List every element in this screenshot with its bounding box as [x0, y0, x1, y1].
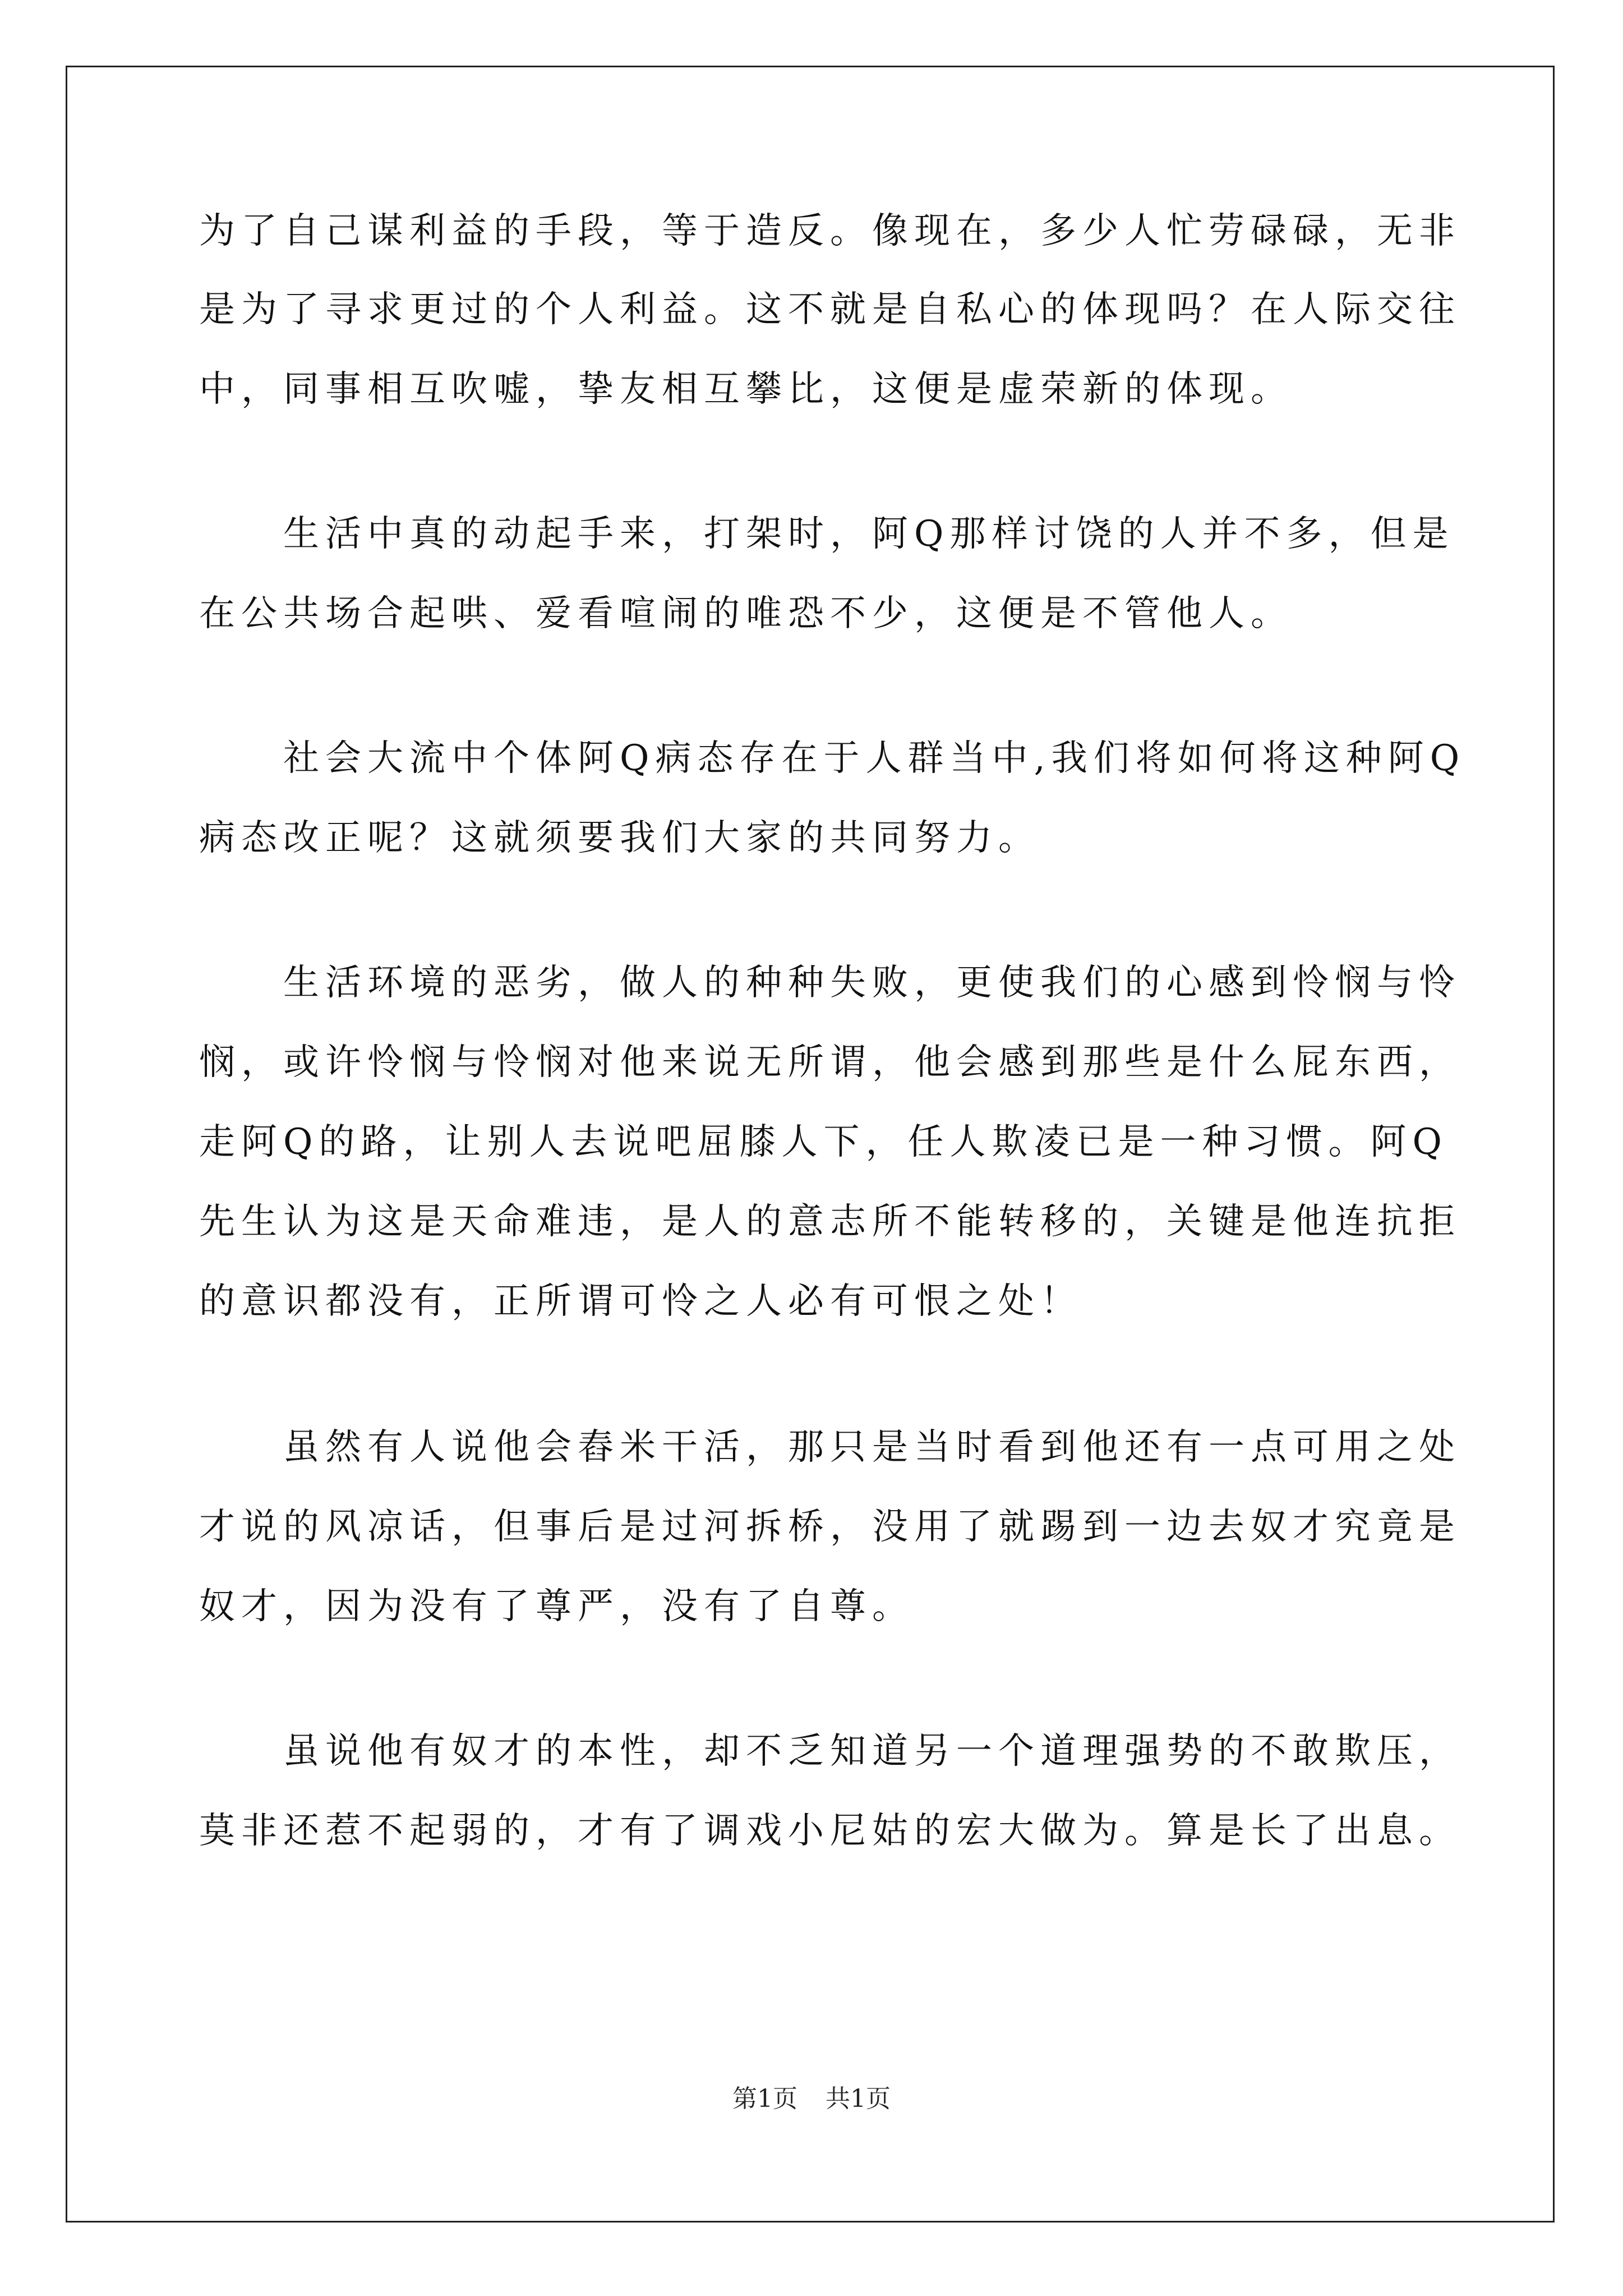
text-line: 先生认为这是天命难违，是人的意志所不能转移的，关键是他连抗拒 — [199, 1201, 1461, 1243]
paragraph-first-line: 生活中真的动起手来，打架时，阿Q那样讨饶的人并不多，但是 — [283, 513, 1455, 555]
text-line: 是为了寻求更过的个人利益。这不就是自私心的体现吗？在人际交往 — [199, 289, 1461, 330]
paragraph-first-line: 虽然有人说他会舂米干活，那只是当时看到他还有一点可用之处 — [283, 1427, 1461, 1468]
text-line: 走阿Q的路，让别人去说吧屈膝人下，任人欺凌已是一种习惯。阿Q — [199, 1121, 1448, 1163]
text-line: 为了自己谋利益的手段，等于造反。像现在，多少人忙劳碌碌，无非 — [199, 210, 1461, 252]
page-number: 第1页 — [732, 2085, 797, 2113]
page-total: 共1页 — [826, 2085, 891, 2113]
text-line: 奴才，因为没有了尊严，没有了自尊。 — [199, 1586, 914, 1627]
paragraph-first-line: 生活环境的恶劣，做人的种种失败，更使我们的心感到怜悯与怜 — [283, 962, 1461, 1004]
text-line: 的意识都没有，正所谓可怜之人必有可恨之处！ — [199, 1281, 1082, 1322]
text-line: 悯，或许怜悯与怜悯对他来说无所谓，他会感到那些是什么屁东西， — [199, 1042, 1461, 1083]
paragraph-first-line: 社会大流中个体阿Q病态存在于人群当中,我们将如何将这种阿Q — [283, 738, 1466, 779]
text-line: 才说的风凉话，但事后是过河拆桥，没用了就踢到一边去奴才究竟是 — [199, 1506, 1461, 1548]
page-footer — [0, 2087, 1623, 2111]
text-line: 在公共场合起哄、爱看喧闹的唯恐不少，这便是不管他人。 — [199, 593, 1293, 634]
text-line: 中，同事相互吹嘘，挚友相互攀比，这便是虚荣新的体现。 — [199, 369, 1293, 410]
text-line: 病态改正呢？这就须要我们大家的共同努力。 — [199, 817, 1040, 859]
paragraph-first-line: 虽说他有奴才的本性，却不乏知道另一个道理强势的不敢欺压， — [283, 1731, 1461, 1772]
text-line: 莫非还惹不起弱的，才有了调戏小尼姑的宏大做为。算是长了出息。 — [199, 1810, 1461, 1852]
